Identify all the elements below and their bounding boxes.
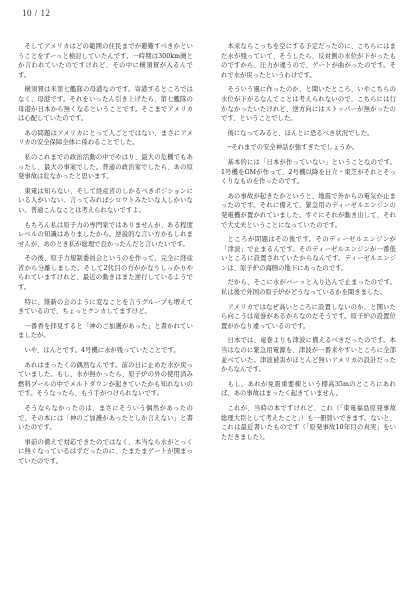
paragraph: 横須賀は米第七艦隊の母港なのです。寄港するところではなく、母港です。それをいったん引き上げたら、第七艦隊の母港が日本から無くなるということです。そこまでアメリカは心配していたのです。 bbox=[18, 86, 193, 123]
left-column bbox=[18, 42, 193, 590]
paragraph: そうならなかったのは、まさにそういう偶然があったので、その本には「神のご加護があったとしか言えない」と書いたのです。 bbox=[18, 405, 193, 432]
paragraph: 本来ならこっちを空にする予定だったのに、こちらにはまだ水が残っていて、そうしたら、反対側の水位が下がったものですから、圧力が違うので、ゲートが曲がったのです。それで水が戻ったというわけです。 bbox=[221, 43, 396, 79]
paragraph: アメリカではなぜ高いところに設置しないのか、と開いたら向こうは竜巻があるからなのだそうです。原子炉の設置位置がかなり違っているのです。 bbox=[221, 303, 396, 330]
paragraph: 事前の備えで対応できたのではなく、本当なら水がとっくに無くなっているはずだったのに、たまたまゲートが開まっていたのです。 bbox=[18, 438, 193, 465]
paragraph: そういう風に作ったのか、と聞いたところ、いやこちらの水位が下がるなんてことは考えられないので、こちらには行かなかったいたけれど、逆方向にはストッパーが無かったのです、ということでした。 bbox=[221, 86, 396, 123]
paragraph: 日本では、竜巻よりも津波に備えるべきだったのです。本当はなのに緊急用電源を、津波が一番来やすいところに全部並べていた。津波被害がほとんど無いアメリカの設計だったからなんです。 bbox=[221, 337, 396, 374]
paragraph: あれはまったくの偶然なんです。前の日に止めた水が戻っていました。もし、水が無かったら、原子炉の外の使用済み燃料プールの中でメルトダウンが起きていたかも知れないのです。そうなったら、もう手がつけられないです。 bbox=[18, 361, 193, 398]
paragraph: もし、あれが免震重要棟という標高35mのところにあれば、あの事故はまったく起きていません。 bbox=[221, 380, 396, 398]
paragraph: 私のこれまでの政治活動の中でやはり、最大の危機でもあったし、最大の事案でした。普通の政治家でしたら、あの原発事故は危なかったと思います。 bbox=[18, 153, 193, 181]
paragraph: その後、原子力規制委員会というのを作って、完全に経産省から分離しました。そして2代目の方がかなりしっかりやられていますけれど、最近の動きはまた逆行しているようです。 bbox=[18, 255, 193, 292]
page-number: 10 / 12 bbox=[22, 8, 51, 18]
paragraph: 東電は知らない、そして経産省のしかるべきポジションにいる人がいない。言ってみればシロウトみたいな人しかいない。普通こんなことは考えられないですよ。 bbox=[18, 187, 193, 214]
paragraph: ところが問題はその後です。そのディーゼルエンジンが「津波」で止まるんです。そのディーゼルエンジンが一番低いところに設置されていたからなんです。ディーゼルエンジンは、原子炉の海側の地下にあったのです。 bbox=[221, 236, 396, 272]
paragraph: いや、ほんとです。4号機に水が残っていたことです。 bbox=[24, 347, 180, 355]
paragraph: あの事故が起きたかというと、地震で外からの電気が止まったのです。それに備えて、緊急用のディーゼルエンジンの発電機が置かれていました。すぐにそれが動き出して、それで大丈夫ということになっていたのです。 bbox=[221, 192, 396, 229]
paragraph: もちろん私は原子力の専門家ではありませんが、ある程度レベルの知識はありましたから。逆説的な言い方かもしれませんが、あのとき私が総理で良かったんだと言いたいです。 bbox=[18, 221, 193, 248]
paragraph: だから、そこに水がバーッと入り込んで止まったのです。私は後で外国の原子炉がどうなっているかを聞きました。 bbox=[221, 279, 396, 297]
paragraph: そしてアメリカはどの範囲の住民までが避難すべきかということをずーっと検討していたんです。一時期は300km圏とか言われていたのですけれど、その中に横須賀が入るんです。 bbox=[18, 43, 193, 79]
paragraph: ─それまでの安全神話が強すぎたでしょうか。 bbox=[227, 144, 359, 152]
right-column bbox=[221, 42, 396, 590]
paragraph: これが、当時の本ですけれど、これ（「東電福島原発事故 総理大臣として考えたこと」）も一冊買いできます。ないと、これは最近書いたものです（「原発事故10年目の真実」をいただきました）。 bbox=[221, 405, 396, 441]
paragraph: 後になってみると、ほんとに恐るべき状況でした。 bbox=[227, 129, 374, 137]
paragraph: 一番香を拝見すると「神のご加護があった」と書かれていましたが。 bbox=[18, 322, 193, 340]
paragraph: 特に、維新の会のように変なことを言うグループも増えてきているので、ちょっとケンカしてますけど。 bbox=[18, 298, 193, 316]
paragraph: あの問題はアメリカにとって人ごとではない、まさにアメリカの安全保障全体に係わることでした。 bbox=[18, 129, 193, 147]
paragraph: 基本的には「日本が作っていない」ということなのです。1号機をGMが作って、2号機以降を日立・東芝がそれとそっくりなものを作ったのです。 bbox=[221, 158, 396, 186]
